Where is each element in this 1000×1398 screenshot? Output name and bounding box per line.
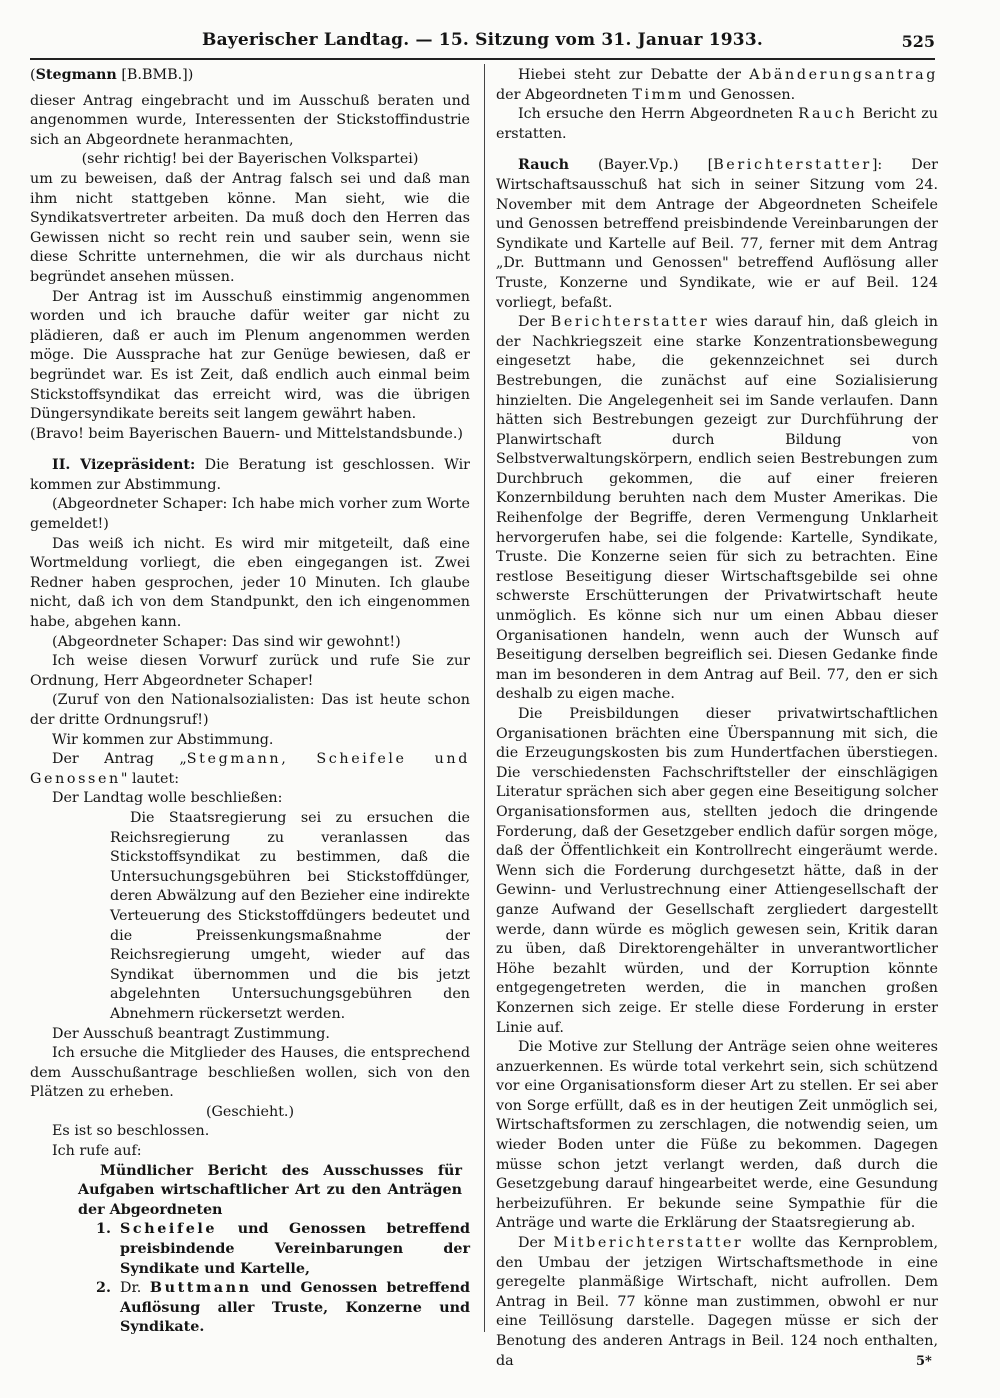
paragraph: um zu beweisen, daß der Antrag falsch sei und daß man ihm nicht stattgeben könne. Man sieht, wie die Syndikatsvertreter arbeiten. Da muß doch den Herren das Gewissen nicht so recht rein und sauber sein, wenn sie diese Schritte unternehmen, die wir als durchaus nicht begründet ansehen müssen.	[30, 170, 470, 285]
speech-text: ]: Der Wirtschaftsausschuß hat sich in seiner Sitzung vom 24. November mit dem Antrage der Abgeordneten Scheifele und Genossen betreffend preisbindende Vereinbarungen der Syndikate und Kartelle auf Beil. 77, ferner mit dem Antrag „Dr. Buttmann und Genossen" betreffend Auflösung aller Truste, Konzerne und Syndikate, wie er auf Beil. 124 vorliegt, befaßt.	[496, 157, 938, 311]
speaker-name: II. Vizepräsident:	[52, 457, 196, 474]
speaker-name: Rauch	[518, 157, 569, 174]
paragraph: Das weiß ich nicht. Es wird mir mitgeteilt, daß eine Wortmeldung vorliegt, die eben eingegangen ist. Zwei Redner haben gesprochen, jeder 10 Minuten. Ich glaube nicht, daß ich von dem Standpunkt, den ich eingenommen habe, abgehen kann.	[30, 535, 470, 631]
agenda-item	[96, 1220, 470, 1279]
spaced-name: Timm	[632, 86, 684, 103]
resolution-block	[30, 809, 470, 1025]
speech-text: Die Beratung ist geschlossen. Wir kommen zur Abstimmung.	[30, 457, 470, 493]
paragraph: Die Motive zur Stellung der Anträge seien ohne weiteres anzuerkennen. Es würde total verkehrt sein, sich schützend vor eine Organisationsform dieser Art zu stellen. Er sei aber von Sorge erfüllt, daß es in der heutigen Zeit unmöglich sei, Wirtschaftsformen zu zerschlagen, die notwendig seien, um wieder Boden unter die Füße zu bekommen. Dagegen müsse schon jetzt verlangt werden, daß durch die Gesetzgebung darauf hingearbeitet werde, eine Gesundung herbeizuführen. Er bekunde seine Sympathie für die Anträge und warte die Erklärung der Staatsregierung ab.	[496, 1039, 938, 1232]
page-number: 525	[901, 32, 935, 51]
speaker-line: (Stegmann [B.BMB.])	[30, 67, 194, 83]
paragraph: Wir kommen zur Abstimmung.	[52, 731, 274, 748]
speaker-paragraph	[496, 156, 938, 313]
spaced-name: Buttmann	[149, 1280, 252, 1297]
speaker-name: Stegmann	[35, 67, 117, 83]
spaced-term: Mitberichterstatter	[553, 1235, 744, 1252]
paragraph: Es ist so beschlossen.	[52, 1123, 210, 1140]
speaker-role: Berichterstatter	[713, 157, 872, 174]
text-run: Der	[518, 1235, 554, 1252]
paragraph	[496, 66, 938, 105]
spaced-term: Berichterstatter	[550, 314, 710, 331]
text-run: " lautet:	[120, 770, 180, 787]
agenda-list	[30, 1220, 470, 1338]
text-run: Bericht zu erstatten.	[496, 106, 938, 142]
paragraph: Ich ersuche die Mitglieder des Hauses, die entsprechend dem Ausschußantrage beschließen wollen, sich von den Plätzen zu erheben.	[30, 1045, 470, 1101]
spaced-name: Rauch	[798, 106, 858, 123]
paragraph	[30, 750, 470, 789]
text-run: der Abgeordneten	[496, 86, 633, 103]
resolution-text: Die Staatsregierung sei zu ersuchen die Reichsregierung zu veranlassen das Stickstoffsyndikat zu bestimmen, daß die Untersuchungsgebühren bei Stickstoffdünger, deren Abwälzung auf den Bezieher eine indirekte Verteuerung des Stickstoffdüngers bedeutet und die Preissenkungsmaßnahme der Reichsregierung umgeht, wieder auf das Syndikat übernommen und die bis jetzt abgelehnten Untersuchungsgebühren den Abnehmern rückersetzt werden.	[110, 809, 470, 1022]
text-run: Der Antrag „	[52, 751, 187, 768]
interjection: (Bravo! beim Bayerischen Bauern- und Mittelstandsbunde.)	[30, 425, 464, 442]
paragraph: Ich weise diesen Vorwurf zurück und rufe Sie zur Ordnung, Herr Abgeordneter Schaper!	[30, 653, 470, 689]
item-title: Dr.	[120, 1280, 150, 1297]
spaced-term: Abänderungsantrag	[749, 67, 938, 83]
agenda-item	[96, 1279, 470, 1338]
running-title: Bayerischer Landtag. — 15. Sitzung vom 31. Januar 1933.	[202, 30, 763, 50]
paragraph: Die Preisbildungen dieser privatwirtschaftlichen Organisationen brächten eine Überspannung mit sich, die die Erzeugungskosten bis zum Hundertfachen überstiegen. Die verschiedensten Fachschriftsteller der einschlägigen Literatur sprächen sich aber gegen eine Beseitigung solcher Organisationsformen aus, stellten jedoch die dringende Forderung, daß der Gesetzgeber endlich dafür sorgen möge, daß der Öffentlichkeit ein Kontrollrecht eingeräumt werde. Wenn sich die Forderung durchgesetzt hätte, daß in der Gewinn- und Verlustrechnung einer Attiengesellschaft der ganze Aufwand der Gesellschaft zergliedert dargestellt werde, dann würde es möglich gewesen sein, Kritik daran zu üben, daß Direktorengehälter in unverantwortlicher Höhe bezahlt würden, und der Korruption könnte entgegengetreten werden, die in manchen großen Konzernen sich zeige. Er stelle diese Forderung in erster Linie auf.	[496, 706, 938, 1036]
paragraph	[496, 313, 938, 705]
spaced-names: Stegmann, Scheifele und Genossen	[30, 751, 470, 787]
item-text: und Genossen betreffend Auflösung aller Truste, Konzerne und Syndikate.	[120, 1280, 470, 1336]
item-number: 2.	[96, 1280, 111, 1297]
agenda-heading: Mündlicher Bericht des Ausschusses für Aufgaben wirtschaftlicher Art zu den Anträgen der Abgeordneten	[78, 1162, 462, 1218]
text-run: Hiebei steht zur Debatte der	[518, 67, 750, 83]
right-column	[496, 66, 938, 1371]
spaced-name: Scheifele	[120, 1221, 218, 1238]
text-run: und Genossen.	[683, 86, 796, 103]
text-run: wies darauf hin, daß gleich in der Nachkriegszeit eine starke Konzentrationsbewegung eingesetzt habe, die gekennzeichnet sei durch Bestrebungen, die zunächst auf eine Sozialisierung hinzielten. Die Angelegenheit sei im Sande verlaufen. Dann hätten sich Bestrebungen gezeigt zur Durchführung der Planwirtschaft durch Bildung von Selbstverwaltungskörpern, endlich seien Bestrebungen zum Durchbruch gekommen, die auf einer freieren Konzernbildung beruhten nach dem Muster Amerikas. Die Reihenfolge der Begriffe, deren Vermengung Unklarheit hervorgerufen habe, sei die folgende: Kartelle, Syndikate, Truste. Die Konzerne seien für sich zu betrachten. Eine restlose Beseitigung dieser Wirtschaftsgebilde sei ohne schwerste Erschütterungen der Privatwirtschaft heute unmöglich. Es könne sich nur um einen Abbau dieser Organisationen handeln, wenn auch der Wunsch auf Beseitigung derselben begreiflich sei. Diesen Gedanke finde man im besonderen in dem Antrag auf Beil. 77, den er sich deshalb zu eigen mache.	[496, 314, 939, 703]
interjection: (Abgeordneter Schaper: Das sind wir gewohnt!)	[52, 633, 401, 650]
text-run: Ich ersuche den Herrn Abgeordneten	[518, 106, 799, 123]
paragraph: Der Landtag wolle beschließen:	[52, 790, 283, 807]
item-number: 1.	[96, 1221, 111, 1238]
item-text: und Genossen betreffend preisbindende Vereinbarungen der Syndikate und Kartelle,	[120, 1221, 470, 1277]
agenda-heading-block	[30, 1162, 470, 1221]
paragraph: Der Antrag ist im Ausschuß einstimmig angenommen worden und ich brauche dafür weiter gar nicht zu plädieren, daß er auch im Plenum angenommen werden möge. Die Aussprache hat zur Genüge bewiesen, daß er begründet war. Es ist Zeit, daß endlich auch einmal beim Stickstoffsyndikat das erreicht wird, was die übrigen Düngersyndikate bereits seit langem gewährt haben.	[30, 288, 470, 423]
paragraph	[496, 1234, 938, 1371]
interjection: (sehr richtig! bei der Bayerischen Volkspartei)	[81, 151, 419, 168]
column-divider	[484, 64, 485, 1332]
paragraph	[496, 105, 938, 144]
text-run: wollte das Kernproblem, den Umbau der jetzigen Wirtschaftsmethode in eine geregelte planmäßige Wirtschaft, nicht aufrollen. Dem Antrag in Beil. 77 könne man zustimmen, obwohl er nur eine Teillösung darstelle. Dagegen müsse er sich der Benotung des anderen Antrags in Beil. 124 noch enthalten, da	[496, 1235, 938, 1369]
paragraph: Ich rufe auf:	[52, 1143, 142, 1160]
paragraph: Der Ausschuß beantragt Zustimmung.	[52, 1025, 330, 1042]
speaker-party: (Bayer.Vp.) [	[598, 157, 714, 174]
signature-mark: 5*	[916, 1354, 932, 1369]
interjection: (Zuruf von den Nationalsozialisten: Das ist heute schon der dritte Ordnungsruf!)	[30, 692, 470, 728]
interjection: (Abgeordneter Schaper: Ich habe mich vorher zum Worte gemeldet!)	[30, 496, 470, 533]
interjection: (Geschieht.)	[205, 1103, 295, 1120]
page-header	[30, 28, 935, 60]
speaker-party: [B.BMB.])	[121, 67, 194, 83]
paragraph: dieser Antrag eingebracht und im Ausschuß beraten und angenommen wurde, Interessenten der Stickstoffindustrie sich an Abgeordnete heranmachten,	[30, 92, 470, 148]
speaker-paragraph	[30, 456, 470, 495]
left-column	[30, 66, 470, 1338]
text-run: Der	[518, 314, 551, 331]
